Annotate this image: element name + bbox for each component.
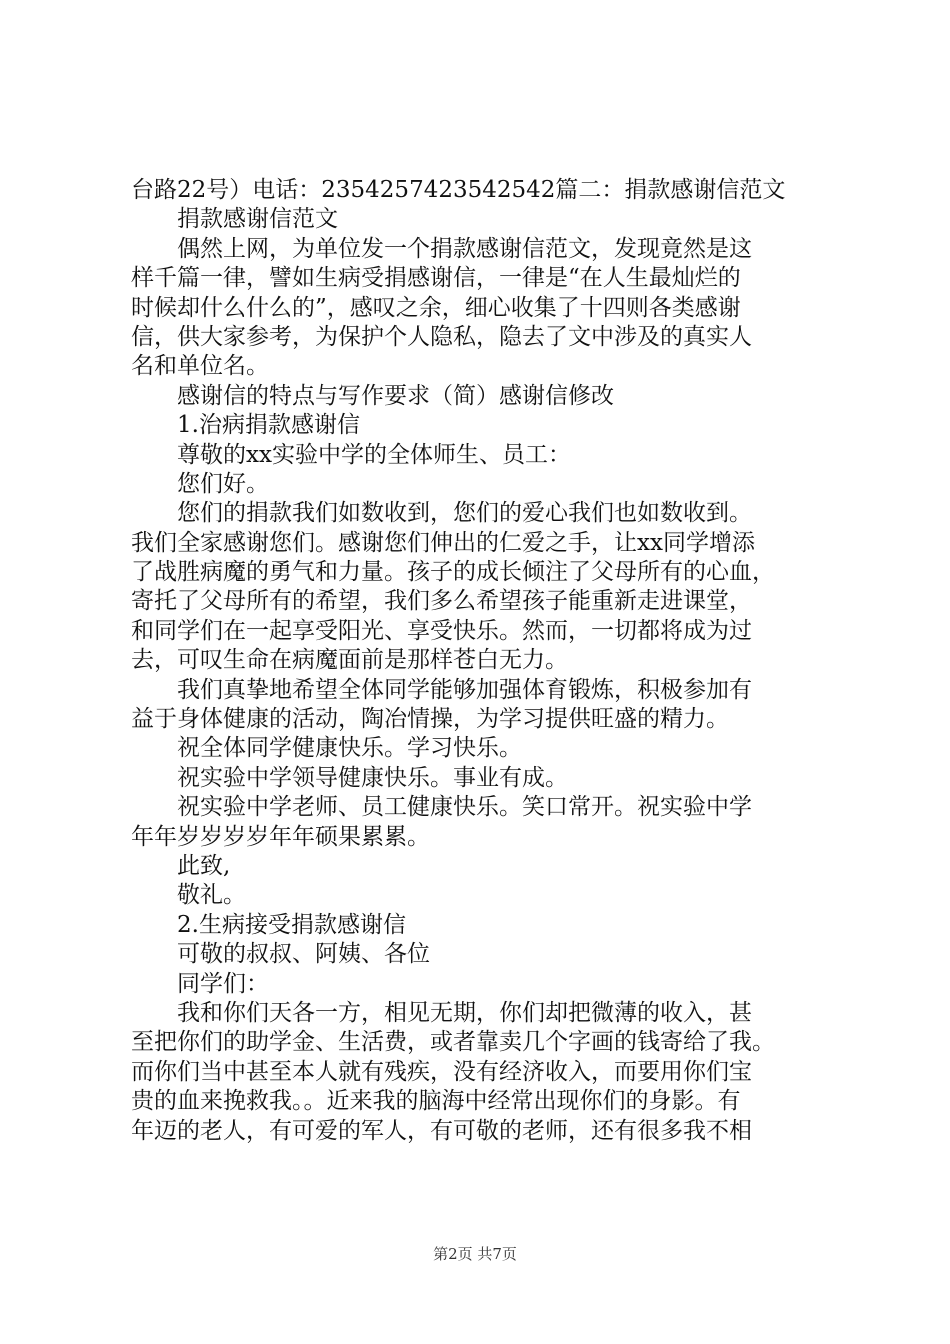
text-line: 我和你们天各一方，相见无期，你们却把微薄的收入，甚 [177,999,752,1026]
text-line: 同学们： [177,970,269,997]
text-line: 祝实验中学领导健康快乐。事业有成。 [177,764,568,791]
text-line: 年迈的老人，有可爱的军人，有可敬的老师，还有很多我不相 [131,1117,752,1144]
text-line: 样千篇一律，譬如生病受捐感谢信，一律是“在人生最灿烂的 [131,265,741,292]
text-line: 和同学们在一起享受阳光、享受快乐。然而，一切都将成为过 [131,617,752,644]
text-line: 2.生病接受捐款感谢信 [177,911,406,938]
text-line: 去，可叹生命在病魔面前是那样苍白无力。 [131,647,568,674]
page-footer: 第2页 共7页 [433,1245,517,1263]
text-line: 捐款感谢信范文 [177,206,338,233]
text-line: 我们真挚地希望全体同学能够加强体育锻炼，积极参加有 [177,676,752,703]
text-line: 我们全家感谢您们。感谢您们伸出的仁爱之手，让xx同学增添 [131,529,755,556]
text-line: 可敬的叔叔、阿姨、各位 [177,941,430,968]
text-line: 您们的捐款我们如数收到，您们的爱心我们也如数收到。 [177,500,752,527]
text-line: 此致, [177,852,231,879]
text-line: 贵的血来挽救我。。近来我的脑海中经常出现你们的身影。有 [131,1088,741,1115]
text-line: 感谢信的特点与写作要求（简）感谢信修改 [177,382,614,409]
text-line: 祝实验中学老师、员工健康快乐。笑口常开。祝实验中学 [177,794,752,821]
text-line: 寄托了父母所有的希望，我们多么希望孩子能重新走进课堂， [131,588,752,615]
text-line: 了战胜病魔的勇气和力量。孩子的成长倾注了父母所有的心血， [131,559,775,586]
text-line: 尊敬的xx实验中学的全体师生、员工： [177,441,571,468]
text-line: 名和单位名。 [131,353,269,380]
text-line: 至把你们的助学金、生活费，或者靠卖几个字画的钱寄给了我。 [131,1029,775,1056]
text-line: 敬礼。 [177,882,246,909]
text-line: 您们好。 [177,470,269,497]
text-line: 益于身体健康的活动，陶冶情操，为学习提供旺盛的精力。 [131,706,729,733]
text-line: 时候却什么什么的”，感叹之余，细心收集了十四则各类感谢 [131,294,741,321]
text-line: 祝全体同学健康快乐。学习快乐。 [177,735,522,762]
text-line: 年年岁岁岁岁年年硕果累累。 [131,823,430,850]
document-body [131,176,831,1146]
text-line: 而你们当中甚至本人就有残疾，没有经济收入，而要用你们宝 [131,1058,752,1085]
text-line: 信，供大家参考，为保护个人隐私，隐去了文中涉及的真实人 [131,323,752,350]
text-line: 台路22号）电话：2354257423542542篇二：捐款感谢信范文 [131,177,786,203]
text-line: 1.治病捐款感谢信 [177,412,360,439]
text-line: 偶然上网，为单位发一个捐款感谢信范文，发现竟然是这 [177,235,752,262]
